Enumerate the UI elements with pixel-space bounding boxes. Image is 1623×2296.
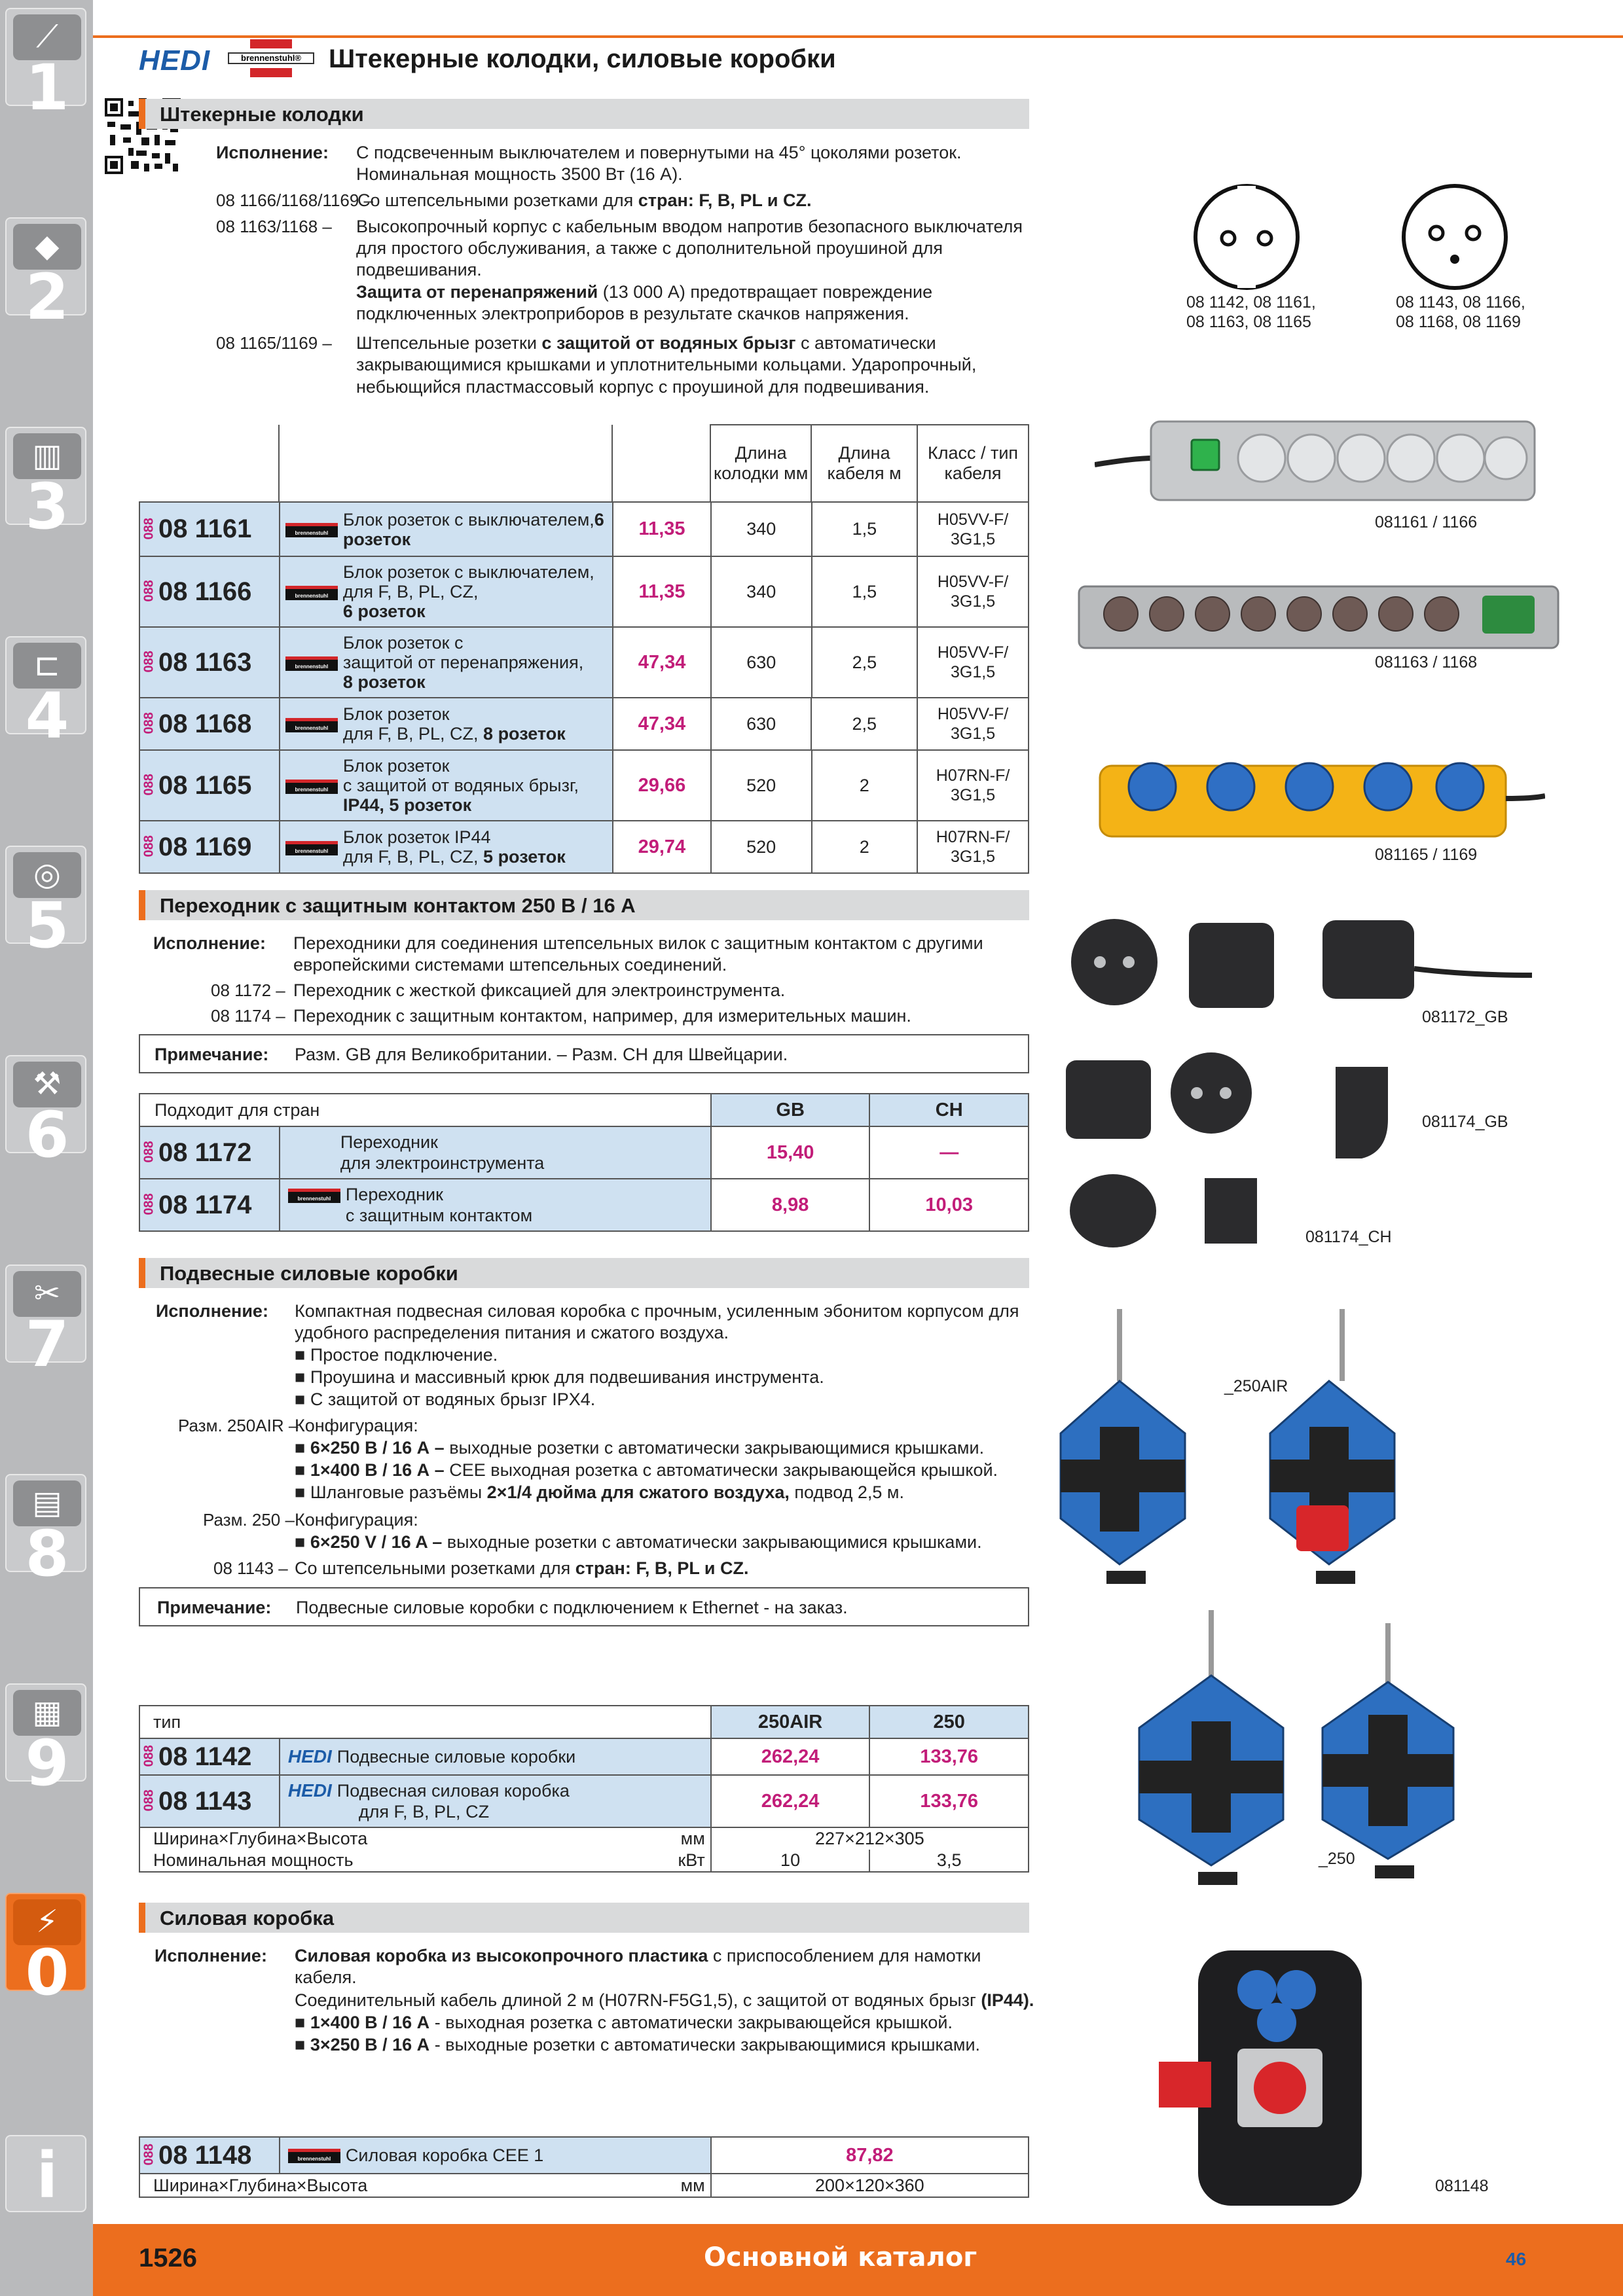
spec-text: для простого обслуживания, а также с дополнительной проушиной для — [356, 238, 943, 258]
article-number: 08808 1165 — [139, 750, 280, 821]
caliper-icon: ⊏ — [13, 643, 81, 689]
spec-text: Переходник с жесткой фиксацией для электроинструмента. — [293, 980, 786, 1000]
image-caption: 081148 — [1435, 2177, 1489, 2195]
table-row[interactable] — [139, 698, 1029, 750]
image-caption: 081163 / 1168 — [1375, 653, 1478, 672]
cable-length: 2,5 — [812, 627, 918, 698]
spec-text: Со штепсельными розетками для стран: F, B, PL и CZ. — [357, 190, 812, 210]
table-row[interactable] — [139, 502, 1029, 556]
price: 47,34 — [613, 698, 711, 750]
section-header-power-strips: Штекерные колодки — [139, 99, 1029, 129]
power-strip-row-table — [139, 556, 1029, 628]
spec-text: Переходники для соединения штепсельных вилок с защитным контактом с другими — [293, 933, 983, 953]
spec-text: Переходник с защитным контактом, например, для измерительных машин. — [293, 1006, 911, 1026]
spec-text: Конфигурация: — [295, 1416, 418, 1435]
price: 11,35 — [613, 502, 711, 556]
article-description: brennenstuhl Блок розеток IP44 для F, B, PL, CZ, 5 розеток — [280, 821, 613, 873]
power-strip-row-table — [139, 749, 1029, 821]
bullet: ■ Простое подключение. — [295, 1345, 498, 1365]
strip-length: 630 — [711, 698, 812, 750]
image-caption: 081161 / 1166 — [1375, 513, 1478, 531]
power-row: Номинальная мощность кВт 10 3,5 — [139, 1850, 1029, 1872]
spec-text: Защита от перенапряжений (13 000 A) предотвращает повреждение — [356, 282, 933, 302]
image-caption: 08 1142, 08 1161, — [1186, 293, 1316, 312]
brennenstuhl-mini-logo: brennenstuhl — [285, 523, 338, 537]
adapter-note: Примечание: Разм. GB для Великобритании. – Разм. CH для Швейцарии. — [139, 1034, 1029, 1073]
table-row[interactable]: 08808 1148 brennenstuhl Силовая коробка CEE 1 87,82 — [139, 2137, 1029, 2174]
hanging-box-250-image — [1126, 1610, 1480, 1898]
cable-length: 2 — [812, 750, 918, 821]
power-tool-icon: ⚡ — [13, 1899, 81, 1945]
spec-text: Соединительный кабель длиной 2 м (H07RN-F5G1,5), с защитой от водяных брызг (IP44). — [295, 1990, 1034, 2010]
chapter-tab-6[interactable]: ⚒ 6 — [5, 1055, 86, 1153]
header-rule — [93, 35, 1623, 38]
section-header-adapters: Переходник с защитным контактом 250 В / 16 А — [139, 890, 1029, 920]
hedi-mini-logo: HEDI — [287, 1746, 332, 1767]
spec-text: Высокопрочный корпус с кабельным вводом напротив безопасного выключателя — [356, 217, 1023, 236]
spec-text: Силовая коробка из высокопрочного пластика с приспособлением для намотки — [295, 1946, 981, 1965]
power-box-table — [139, 2136, 1029, 2198]
spec-ref: 08 1163/1168 – — [216, 217, 332, 236]
page-title: Штекерные колодки, силовые коробки — [329, 45, 836, 73]
spec-text: кабеля. — [295, 1967, 357, 1987]
chapter-tab-0[interactable]: ⚡ 0 — [5, 1893, 86, 1991]
table-row[interactable] — [139, 627, 1029, 698]
brennenstuhl-logo: brennenstuhl® — [228, 39, 314, 77]
spec-label: Исполнение: — [153, 933, 266, 953]
article-number: 08808 1169 — [139, 821, 280, 873]
hanging-box-table: тип 250AIR 250 08808 1142 HEDI Подвесные силовые коробки 262,24 133,76 08808 1143 HEDI Подвесная силовая коробка для F, B, PL, CZ 262,24 133,76 Ширина×Глубина×Высота мм 227×212×305 Номинальная мощность кВт 10 3,5 — [139, 1705, 1029, 1873]
cable-type: H05VV-F/ 3G1,5 — [917, 698, 1029, 750]
price: 29,66 — [613, 750, 711, 821]
bullet: ■ 1×400 В / 16 А - выходная розетка с автоматически закрывающейся крышкой. — [295, 2013, 953, 2032]
spec-text: Конфигурация: — [295, 1510, 418, 1530]
spec-label: Исполнение: — [156, 1301, 268, 1321]
table-row[interactable] — [139, 821, 1029, 873]
brennenstuhl-mini-logo: brennenstuhl — [288, 2149, 340, 2163]
cable-type: H05VV-F/ 3G1,5 — [917, 502, 1029, 556]
spec-text: европейскими системами штепсельных соединений. — [293, 955, 727, 975]
spec-ref: 08 1143 – — [213, 1558, 288, 1578]
spec-ref: 08 1174 – — [211, 1006, 285, 1026]
hedi-logo: HEDI — [139, 45, 211, 77]
cable-type: H05VV-F/ 3G1,5 — [917, 556, 1029, 627]
spec-ref: Разм. 250 – — [203, 1510, 295, 1530]
image-caption: 081174_CH — [1305, 1228, 1392, 1246]
table-row[interactable]: 08808 1174 brennenstuhl Переходник с защитным контактом 8,98 10,03 — [139, 1179, 1029, 1231]
chapter-tab-2[interactable]: ◆ 2 — [5, 217, 86, 315]
bullet: ■ Шланговые разъёмы 2×1/4 дюйма для сжатого воздуха, подвод 2,5 м. — [295, 1482, 904, 1502]
strip-length: 520 — [711, 821, 812, 873]
table-header: Длина колодки мм Длина кабеля м Класс / тип кабеля — [139, 425, 1029, 502]
image-caption: 08 1163, 08 1165 — [1186, 313, 1311, 331]
drill-bit-icon: ⟋ — [13, 14, 81, 60]
saw-blade-icon: ◎ — [13, 852, 81, 898]
table-row[interactable]: 08808 1142 HEDI Подвесные силовые коробки 262,24 133,76 — [139, 1738, 1029, 1775]
power-strip-8-image — [1076, 576, 1561, 655]
bullet: ■ 3×250 В / 16 А - выходные розетки с автоматически закрывающимися крышками. — [295, 2035, 981, 2054]
article-number: 08808 1166 — [139, 556, 280, 627]
article-number: 08808 1168 — [139, 698, 280, 750]
chapter-tab-1[interactable]: ⟋ 1 — [5, 8, 86, 106]
power-strip-row-table — [139, 626, 1029, 698]
cable-type: H05VV-F/ 3G1,5 — [917, 627, 1029, 698]
cable-length: 2 — [812, 821, 918, 873]
cable-type: H07RN-F/ 3G1,5 — [917, 750, 1029, 821]
bullet: ■ 6×250 В / 16 А – выходные розетки с автоматически закрывающимися крышками. — [295, 1438, 985, 1458]
spec-text: Со штепсельными розетками для стран: F, B, PL и CZ. — [295, 1558, 749, 1578]
spec-ref: 08 1165/1169 – — [216, 333, 332, 353]
strip-length: 340 — [711, 556, 812, 627]
article-number: 08808 1163 — [139, 627, 280, 698]
spec-text: подвешивания. — [356, 260, 482, 279]
spec-text: Штепсельные розетки с защитой от водяных брызг с автоматически — [356, 333, 936, 353]
spec-label: Исполнение: — [216, 143, 329, 162]
power-strip-table — [139, 424, 1029, 503]
strip-length: 630 — [711, 627, 812, 698]
article-description: brennenstuhl Блок розеток с выключателем,6 розеток — [280, 502, 613, 556]
spec-ref: 08 1166/1168/1169 – — [216, 190, 374, 210]
spec-text: Компактная подвесная силовая коробка с прочным, усиленным эбонитом корпусом для — [295, 1301, 1019, 1321]
cable-length: 2,5 — [811, 698, 917, 750]
hanging-box-250air-image — [1048, 1302, 1440, 1604]
spec-text: Номинальная мощность 3500 Вт (16 А). — [356, 164, 683, 184]
power-strip-6-image — [1095, 412, 1540, 517]
image-caption: 08 1168, 08 1169 — [1396, 313, 1521, 331]
chapter-sidebar — [0, 0, 93, 2296]
table-row[interactable]: 08808 1143 HEDI Подвесная силовая коробка для F, B, PL, CZ 262,24 133,76 — [139, 1775, 1029, 1827]
schuko-socket-face-image — [1192, 182, 1302, 292]
chuck-icon: ▥ — [13, 433, 81, 479]
image-caption: 08 1143, 08 1166, — [1396, 293, 1525, 312]
price: 47,34 — [613, 627, 711, 698]
footer-title: Основной каталог — [704, 2242, 977, 2272]
bullet: ■ Проушина и массивный крюк для подвешивания инструмента. — [295, 1367, 824, 1387]
adapter-table: Подходит для стран GB CH 08808 1172 Переходник для электроинструмента 15,40 — 08808 1174 brennenstuhl Переходник с защитным контактом 8,98 10,03 — [139, 1093, 1029, 1232]
spec-text: подключенных электроприборов в результате скачков напряжения. — [356, 304, 909, 323]
cee-power-box-image — [1159, 1937, 1381, 2212]
dimensions-row: Ширина×Глубина×Высота мм 200×120×360 — [139, 2174, 1029, 2197]
spec-ref: 08 1172 – — [211, 980, 285, 1000]
adapters-image — [1061, 903, 1532, 1270]
footer-small-number: 46 — [1506, 2249, 1527, 2269]
cable-length: 1,5 — [812, 502, 918, 556]
spec-text: небьющийся пластмассовый корпус с проушиной для подвешивания. — [356, 377, 930, 397]
section-header-power-box: Силовая коробка — [139, 1903, 1029, 1933]
brennenstuhl-mini-logo: brennenstuhl — [285, 718, 338, 732]
pliers-icon: ✂ — [13, 1271, 81, 1317]
brennenstuhl-mini-logo: brennenstuhl — [285, 780, 338, 794]
article-description: brennenstuhl Блок розеток с выключателем, для F, B, PL, CZ, 6 розеток — [280, 556, 613, 627]
image-caption: _250 — [1319, 1850, 1355, 1868]
strip-length: 520 — [711, 750, 812, 821]
chapter-tab-5[interactable]: ◎ 5 — [5, 846, 86, 944]
image-caption: _250AIR — [1224, 1377, 1288, 1395]
dimensions-row: Ширина×Глубина×Высота мм 227×212×305 — [139, 1827, 1029, 1850]
article-description: brennenstuhl Блок розеток с защитой от водяных брызг, IP44, 5 розеток — [280, 750, 613, 821]
article-description: brennenstuhl Блок розеток с защитой от перенапряжения, 8 розеток — [280, 627, 613, 698]
cutting-insert-icon: ◆ — [13, 224, 81, 270]
brennenstuhl-mini-logo: brennenstuhl — [288, 1189, 340, 1203]
spec-text: С подсвеченным выключателем и повернутыми на 45° цоколями розеток. — [356, 143, 962, 162]
chapter-tab-4[interactable]: ⊏ 4 — [5, 636, 86, 734]
cable-type: H07RN-F/ 3G1,5 — [917, 821, 1029, 873]
image-caption: 081172_GB — [1422, 1008, 1508, 1026]
wrench-icon: ⚒ — [13, 1062, 81, 1107]
article-number: 08808 1161 — [139, 502, 280, 556]
toolbox-icon: ▤ — [13, 1480, 81, 1526]
french-socket-face-image — [1400, 182, 1510, 292]
chapter-tab-9[interactable]: ▦ 9 — [5, 1683, 86, 1782]
strip-length: 340 — [711, 502, 812, 556]
table-row[interactable] — [139, 556, 1029, 627]
splash-proof-strip-image — [1093, 746, 1545, 851]
price: 29,74 — [613, 821, 711, 873]
brennenstuhl-mini-logo: brennenstuhl — [285, 586, 338, 600]
table-row[interactable]: 08808 1172 Переходник для электроинструмента 15,40 — — [139, 1126, 1029, 1179]
power-strip-row-table — [139, 501, 1029, 557]
cable-length: 1,5 — [812, 556, 918, 627]
spec-text: закрывающимися крышками и уплотнительными кольцами. Ударопрочный, — [356, 355, 977, 374]
table-row[interactable] — [139, 750, 1029, 821]
brennenstuhl-mini-logo: brennenstuhl — [285, 656, 338, 671]
power-strip-row-table — [139, 697, 1029, 751]
hanging-box-note: Примечание: Подвесные силовые коробки с подключением к Ethernet - на заказ. — [139, 1587, 1029, 1626]
chapter-tab-3[interactable]: ▥ 3 — [5, 427, 86, 525]
power-strip-row-table — [139, 820, 1029, 874]
hedi-mini-logo: HEDI — [287, 1780, 332, 1801]
article-description: brennenstuhl Блок розеток для F, B, PL, CZ, 8 розеток — [280, 698, 613, 750]
bullet: ■ 1×400 В / 16 А – CEE выходная розетка с автоматически закрывающейся крышкой. — [295, 1460, 998, 1480]
chapter-tab-7[interactable]: ✂ 7 — [5, 1265, 86, 1363]
image-caption: 081165 / 1169 — [1375, 846, 1478, 864]
cabinet-icon: ▦ — [13, 1690, 81, 1736]
image-caption: 081174_GB — [1422, 1113, 1508, 1131]
brennenstuhl-mini-logo: brennenstuhl — [285, 841, 338, 855]
spec-ref: Разм. 250AIR – — [178, 1416, 299, 1435]
section-header-hanging-boxes: Подвесные силовые коробки — [139, 1258, 1029, 1288]
chapter-tab-8[interactable]: ▤ 8 — [5, 1474, 86, 1572]
spec-text: удобного распределения питания и сжатого воздуха. — [295, 1323, 729, 1342]
price: 11,35 — [613, 556, 711, 627]
bullet: ■ 6×250 V / 16 A – выходные розетки с автоматически закрывающимися крышками. — [295, 1532, 982, 1552]
bullet: ■ С защитой от водяных брызг IPX4. — [295, 1390, 596, 1409]
spec-label: Исполнение: — [155, 1946, 267, 1965]
page-number: 1526 — [139, 2244, 197, 2272]
chapter-tab-info[interactable]: i — [5, 2135, 86, 2212]
